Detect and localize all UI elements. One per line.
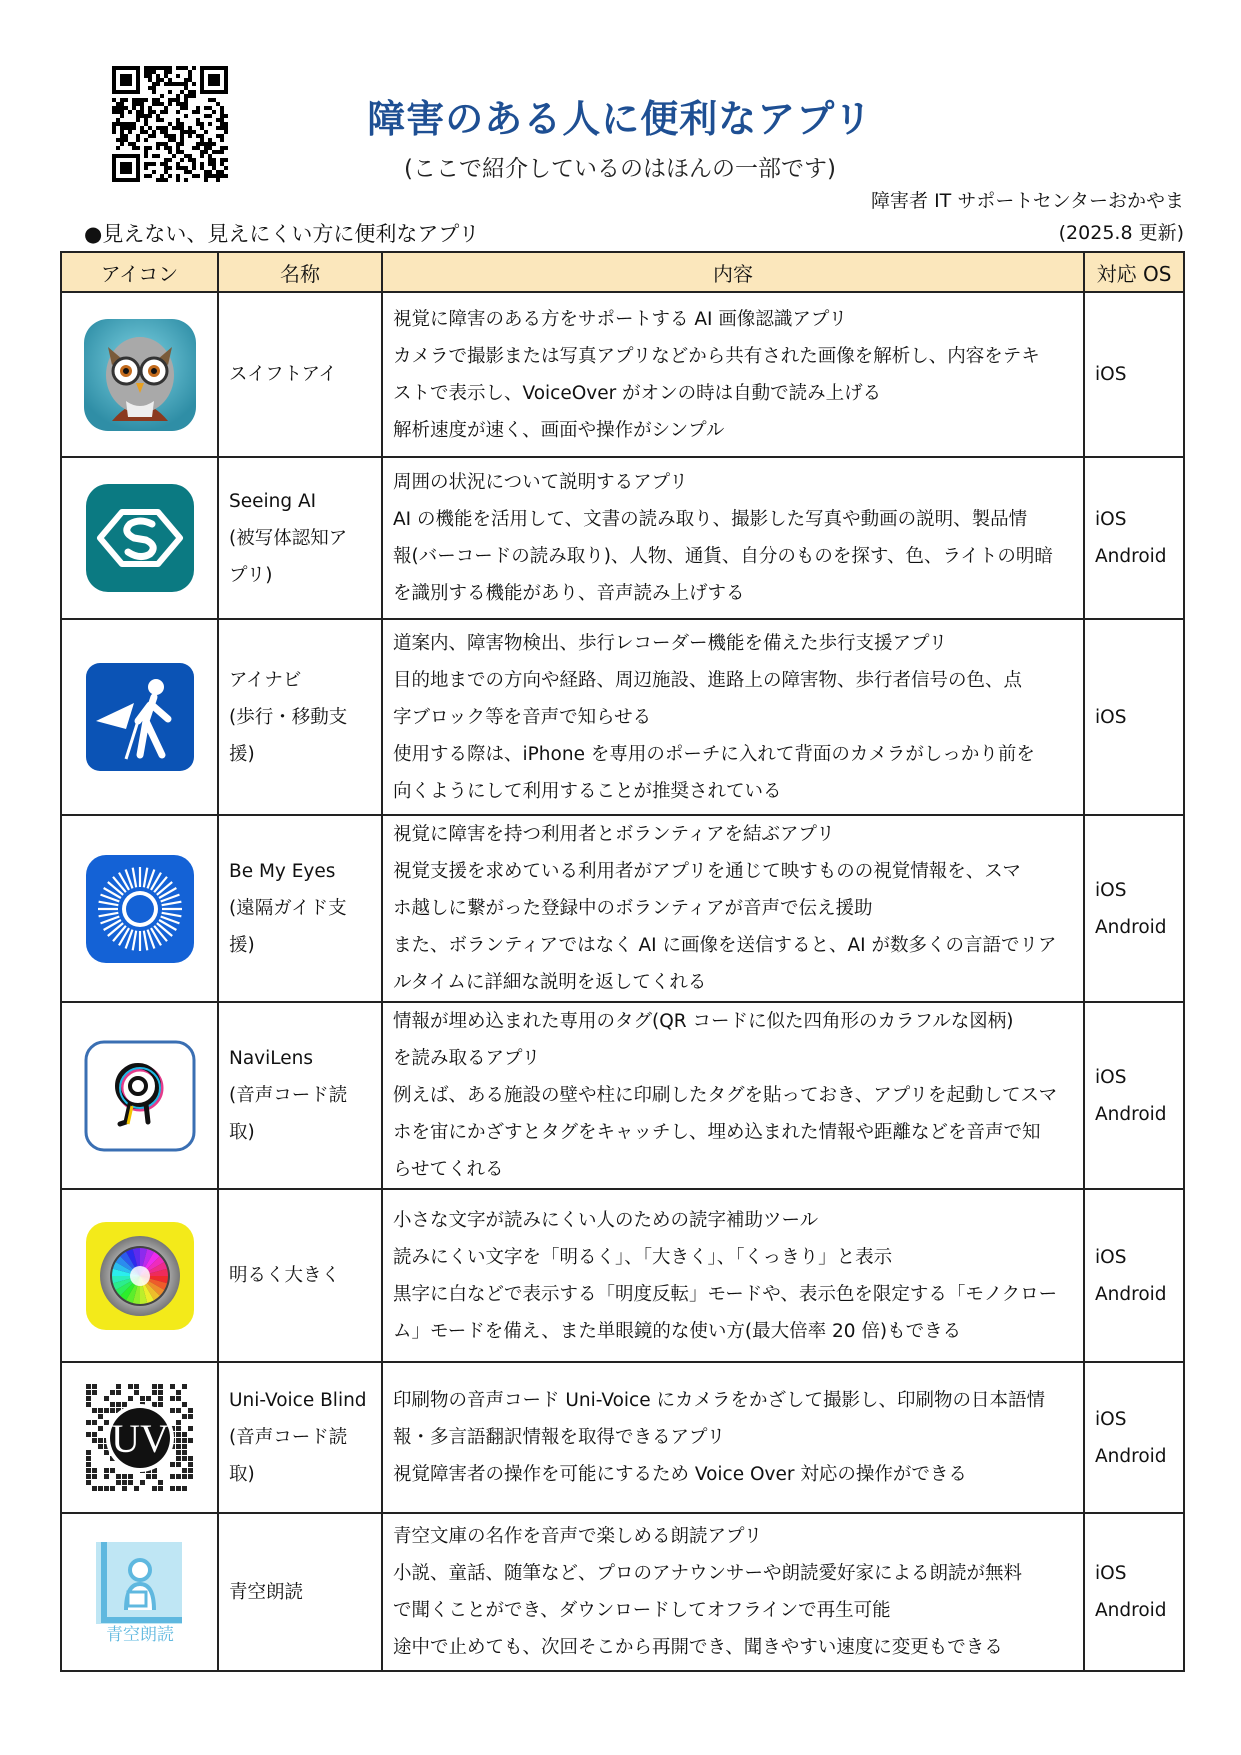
- app-description-line: ストで表示し、VoiceOver がオンの時は自動で読み上げる: [393, 382, 882, 404]
- app-description-line: 目的地までの方向や経路、周辺施設、進路上の障害物、歩行者信号の色、点: [393, 669, 1023, 691]
- page-subtitle: (ここで紹介しているのはほんの一部です): [404, 156, 836, 182]
- app-description-line: 例えば、ある施設の壁や柱に印刷したタグを貼っておき、アプリを起動してスマ: [393, 1085, 1058, 1106]
- app-description-line: で聞くことができ、ダウンロードしてオフラインで再生可能: [393, 1600, 891, 1621]
- app-description-line: 周囲の状況について説明するアプリ: [393, 472, 688, 493]
- app-name: [218, 815, 382, 1002]
- app-name-line: (歩行・移動支: [229, 706, 348, 728]
- app-name: [218, 457, 382, 619]
- app-description-line: 印刷物の音声コード Uni-Voice にカメラをかざして撮影し、印刷物の日本語情: [393, 1390, 1045, 1411]
- walking-person-icon: [82, 659, 198, 775]
- supported-os-line: iOS: [1095, 706, 1127, 728]
- app-name-line: 青空朗読: [229, 1581, 304, 1603]
- owl-app-icon: [82, 317, 198, 433]
- app-description-line: ルタイムに詳細な説明を返してくれる: [393, 972, 707, 993]
- table-row: [61, 1189, 1184, 1362]
- supported-os-line: iOS: [1095, 1066, 1127, 1088]
- supported-os: [1084, 815, 1184, 1002]
- supported-os-line: iOS: [1095, 879, 1127, 901]
- app-name-line: 取): [229, 1464, 255, 1485]
- app-description-line: 黒字に白などで表示する「明度反転」モードや、表示色を限定する「モノクロー: [393, 1283, 1058, 1305]
- table-row: [61, 1513, 1184, 1671]
- app-description: [382, 1513, 1084, 1671]
- app-description-line: 字ブロック等を音声で知らせる: [393, 706, 652, 728]
- app-description-line: 視覚に障害を持つ利用者とボランティアを結ぶアプリ: [393, 824, 835, 845]
- app-description-line: AI の機能を活用して、文書の読み取り、撮影した写真や動画の説明、製品情: [393, 509, 1028, 530]
- supported-os: [1084, 619, 1184, 815]
- supported-os-line: Android: [1095, 1445, 1167, 1467]
- app-description-line: ム」モードを備え、また単眼鏡的な使い方(最大倍率 20 倍)もできる: [393, 1320, 962, 1342]
- app-description-line: 視覚支援を求めている利用者がアプリを通じて映すものの視覚情報を、スマ: [393, 861, 1021, 882]
- supported-os-line: iOS: [1095, 1563, 1127, 1584]
- supported-os-line: Android: [1095, 1283, 1167, 1305]
- app-description-line: また、ボランティアではなく AI に画像を送信すると、AI が数多くの言語でリア: [393, 935, 1057, 956]
- app-name-line: 明るく大きく: [229, 1265, 341, 1286]
- app-name: [218, 292, 382, 457]
- app-name: [218, 1002, 382, 1189]
- seeing-ai-icon: [82, 480, 198, 596]
- supported-os: [1084, 457, 1184, 619]
- app-description: [382, 1362, 1084, 1513]
- app-description-line: 視覚障害者の操作を可能にするため Voice Over 対応の操作ができる: [393, 1464, 967, 1485]
- app-description-line: 小説、童話、随筆など、プロのアナウンサーや朗読愛好家による朗読が無料: [393, 1563, 1023, 1584]
- app-description-line: 使用する際は、iPhone を専用のポーチに入れて背面のカメラがしっかり前を: [393, 743, 1035, 765]
- app-description: [382, 1189, 1084, 1362]
- qr-code: [112, 66, 228, 182]
- table-row: [61, 457, 1184, 619]
- table-row: [61, 1362, 1184, 1513]
- supported-os: [1084, 1362, 1184, 1513]
- app-name-line: プリ): [229, 564, 273, 586]
- app-description-line: 視覚に障害のある方をサポートする AI 画像認識アプリ: [393, 308, 848, 330]
- icon-cell: [61, 457, 218, 619]
- icon-cell: [61, 1002, 218, 1189]
- app-description-line: ホを宙にかざすとタグをキャッチし、埋め込まれた情報や距離などを音声で知: [393, 1122, 1041, 1143]
- page-title: 障害のある人に便利なアプリ: [367, 97, 873, 141]
- table-row: [61, 619, 1184, 815]
- navilens-icon: [82, 1038, 198, 1154]
- app-name-line: (遠隔ガイド支: [229, 898, 347, 919]
- supported-os-line: Android: [1095, 546, 1167, 567]
- table-row: [61, 815, 1184, 1002]
- app-description-line: を識別する機能があり、音声読み上げする: [393, 583, 745, 604]
- app-name: [218, 1513, 382, 1671]
- column-header-name: 名称: [218, 252, 382, 292]
- app-description-line: を読み取るアプリ: [393, 1048, 541, 1069]
- app-description-line: 向くようにして利用することが推奨されている: [393, 780, 782, 802]
- app-description-line: 道案内、障害物検出、歩行レコーダー機能を備えた歩行支援アプリ: [393, 632, 948, 654]
- apps-table: [60, 251, 1185, 1672]
- app-name-line: NaviLens: [229, 1048, 313, 1069]
- supported-os-line: Android: [1095, 916, 1167, 938]
- app-name-line: Uni-Voice Blind: [229, 1390, 367, 1411]
- column-header-content: 内容: [382, 252, 1084, 292]
- app-name-line: 援): [229, 935, 255, 956]
- supported-os: [1084, 1002, 1184, 1189]
- svg-text:UV: UV: [110, 1415, 169, 1461]
- organization-name: 障害者 IT サポートセンターおかやま: [871, 190, 1184, 212]
- app-name-line: (音声コード読: [229, 1427, 348, 1448]
- icon-cell: [61, 815, 218, 1002]
- section-heading: ●見えない、見えにくい方に便利なアプリ: [84, 222, 480, 246]
- table-row: [61, 292, 1184, 457]
- supported-os-line: iOS: [1095, 1408, 1127, 1430]
- app-name-line: アイナビ: [229, 669, 302, 691]
- app-description-line: カメラで撮影または写真アプリなどから共有された画像を解析し、内容をテキ: [393, 345, 1040, 367]
- sunburst-eye-icon: [82, 851, 198, 967]
- supported-os-line: Android: [1095, 1103, 1167, 1125]
- app-description: [382, 815, 1084, 1002]
- supported-os: [1084, 1513, 1184, 1671]
- supported-os: [1084, 1189, 1184, 1362]
- supported-os-line: Android: [1095, 1600, 1167, 1621]
- app-description-line: 報・多言語翻訳情報を取得できるアプリ: [393, 1427, 726, 1448]
- supported-os-line: iOS: [1095, 364, 1127, 385]
- app-description: [382, 619, 1084, 815]
- app-description-line: 情報が埋め込まれた専用のタグ(QR コードに似た四角形のカラフルな図柄): [393, 1011, 1014, 1032]
- icon-cell: [61, 1189, 218, 1362]
- icon-cell: [61, 619, 218, 815]
- app-description-line: 小さな文字が読みにくい人のための読字補助ツール: [393, 1209, 819, 1231]
- app-name: [218, 1362, 382, 1513]
- supported-os-line: iOS: [1095, 509, 1127, 530]
- app-description-line: らせてくれる: [393, 1159, 504, 1180]
- app-name-line: Seeing AI: [229, 490, 317, 512]
- app-name-line: Be My Eyes: [229, 861, 336, 882]
- app-name-line: 取): [229, 1122, 255, 1143]
- app-description-line: 青空文庫の名作を音声で楽しめる朗読アプリ: [393, 1526, 763, 1547]
- uni-voice-icon: [82, 1380, 198, 1496]
- supported-os-line: iOS: [1095, 1246, 1127, 1268]
- supported-os: [1084, 292, 1184, 457]
- app-name-line: (音声コード読: [229, 1085, 348, 1106]
- table-header-row: [61, 252, 1184, 292]
- icon-cell: [61, 292, 218, 457]
- app-name-line: (被写体認知ア: [229, 527, 348, 549]
- icon-cell: [61, 1513, 218, 1671]
- app-description-line: 解析速度が速く、画面や操作がシンプル: [393, 419, 725, 441]
- app-name-line: 援): [229, 743, 255, 765]
- app-name: [218, 619, 382, 815]
- app-description-line: ホ越しに繋がった登録中のボランティアが音声で伝え援助: [393, 898, 873, 919]
- table-row: [61, 1002, 1184, 1189]
- app-description-line: 報(バーコードの読み取り)、人物、通貨、自分のものを探す、色、ライトの明暗: [393, 546, 1053, 567]
- app-description: [382, 292, 1084, 457]
- app-description: [382, 457, 1084, 619]
- aozora-reading-icon: [82, 1534, 198, 1650]
- app-name-line: スイフトアイ: [229, 364, 337, 385]
- app-description-line: 読みにくい文字を「明るく」、「大きく」、「くっきり」と表示: [393, 1246, 893, 1268]
- column-header-os: 対応 OS: [1084, 252, 1184, 292]
- app-description: [382, 1002, 1084, 1189]
- app-description-line: 途中で止めても、次回そこから再開でき、聞きやすい速度に変更もできる: [393, 1637, 1003, 1658]
- updated-date: (2025.8 更新): [1058, 222, 1184, 244]
- app-name: [218, 1189, 382, 1362]
- column-header-icon: アイコン: [61, 252, 218, 292]
- aozora-icon-text: 青空朗読: [105, 1625, 174, 1645]
- color-lens-icon: [82, 1218, 198, 1334]
- icon-cell: [61, 1362, 218, 1513]
